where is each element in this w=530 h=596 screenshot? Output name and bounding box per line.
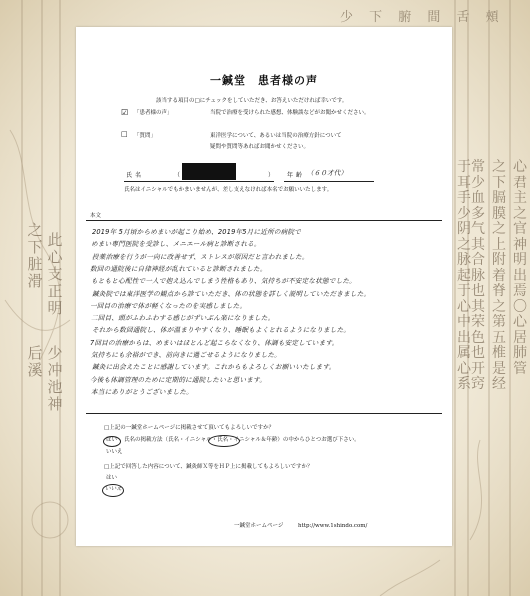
- name-close-paren: ）: [268, 172, 275, 179]
- footer-url[interactable]: http://www.1shindo.com/: [298, 523, 368, 529]
- question-publish-name: □上記で回答した内容について、鍼灸師Ｘ等をＨＰ上に掲載してもよろしいですか？: [104, 464, 313, 470]
- option-question-description: 東洋医学について、あるいは当院の治療方針について: [210, 133, 342, 139]
- handwritten-line: 二回目、頭がふわふわする感じがずいぶん楽になりました。: [91, 314, 275, 323]
- form-instructions: 該当する項目の□にチェックをしていただき、お答えいただければ幸いです。: [156, 98, 348, 104]
- q2-answer[interactable]: いいえ: [105, 486, 123, 492]
- bg-text-left-1: 此心支正明: [47, 231, 63, 317]
- name-open-paren: （: [174, 172, 181, 179]
- question-publish: □上記の一鍼堂ホームページに掲載させて頂いてもよろしいですか？: [104, 425, 275, 431]
- handwritten-line: 2019年 5月頃からめまいが起こり始め、2019年5月に近所の病院で: [92, 228, 302, 236]
- q1-yes-option[interactable]: はい: [106, 437, 118, 443]
- handwritten-line: もともと心配性で一人で抱え込んでしまう性格もあり、気持ちが不安定な状態でした。: [91, 277, 356, 286]
- bg-text-right-3: 常少血多气其合脉也其荣色也开窍: [471, 159, 485, 392]
- form-title: 一鍼堂 患者様の声: [210, 74, 318, 87]
- q1-initial-circle: [208, 435, 240, 447]
- option-question-checkbox[interactable]: □: [121, 130, 128, 138]
- handwritten-line: 投薬治療を行うが一向に改善せず、ストレスが原因だと言われました。: [92, 252, 309, 261]
- handwritten-line: 今後も体調管理のために定期的に通院したいと思います。: [90, 375, 267, 384]
- handwritten-line: 気持ちにも余裕ができ、前向きに過ごせるようになりました。: [91, 351, 281, 359]
- footer-site: 一鍼堂ホームページ: [234, 523, 284, 529]
- q1-sub-text: 氏名の掲載方法（氏名・イニシャル・氏名・イニシャル＆年齢）の中からひとつお選び下さい。: [124, 437, 360, 443]
- body-bottom-rule: [86, 413, 442, 414]
- age-value[interactable]: （６０才代）: [307, 169, 348, 177]
- name-underline: [124, 181, 274, 182]
- q1-no-option[interactable]: いいえ: [106, 449, 123, 455]
- age-label: 年齢: [287, 172, 306, 179]
- handwritten-line: 本当にありがとうございました。: [91, 387, 193, 396]
- handwritten-line: 7回目の治療からは、めまいはほとんど起こらなくなり、体調も安定しています。: [90, 338, 339, 347]
- option-voice-label: 「患者様の声」: [134, 110, 173, 116]
- patient-voice-form: [76, 27, 452, 546]
- bg-text-right-2: 之下膈膜之上附着脊之第五椎是经: [492, 159, 506, 392]
- option-voice-description: 当院で治療を受けられた感想、体験談などがお聞かせください。: [210, 110, 370, 116]
- name-label: 氏名: [126, 172, 145, 179]
- age-underline: [284, 181, 374, 182]
- name-redacted: [182, 163, 236, 180]
- handwritten-line: 一回目の治療で体が軽くなったのを実感しました。: [90, 301, 247, 310]
- name-note: 氏名はイニシャルでもかまいませんが、差し支えなければ本名でお願いいたします。: [124, 187, 333, 193]
- handwritten-line: 数回の通院後に自律神経が乱れていると診断されました。: [90, 264, 267, 273]
- handwritten-line: 鍼灸に出会えたことに感謝しています。これからもよろしくお願いいたします。: [92, 363, 336, 372]
- option-question-label: 「質問」: [134, 133, 157, 139]
- bg-text-left-3: 少冲池神: [47, 344, 63, 413]
- body-top-rule: [86, 220, 442, 221]
- handwritten-line: 鍼灸院では東洋医学の観点から診ていただき、体の状態を詳しく説明していただきました。: [92, 289, 371, 298]
- body-label: 本文: [90, 213, 102, 219]
- bg-text-right-4: 于耳手少阴之脉起于心中出属心系: [457, 159, 471, 392]
- option-voice-checkbox[interactable]: ☑: [121, 108, 129, 117]
- bg-text-left-4: 后溪: [27, 344, 43, 379]
- bg-text-top-right: 少 下 腑 間 舌 頰: [340, 10, 505, 25]
- bg-text-left-2: 之下脏滑: [27, 221, 43, 290]
- bg-text-right-1: 心君主之官神明出焉〇心居肺管: [513, 159, 527, 377]
- q2-yes-option[interactable]: はい: [106, 475, 118, 481]
- option-question-description-2: 疑問や質問等あればお聞かせください。: [210, 144, 310, 150]
- handwritten-line: めまい専門医院を受診し、メニエール病と診断される。: [91, 240, 261, 249]
- handwritten-line: それから数回通院し、体が温まりやすくなり、睡眠もよくとれるようになりました。: [92, 326, 351, 335]
